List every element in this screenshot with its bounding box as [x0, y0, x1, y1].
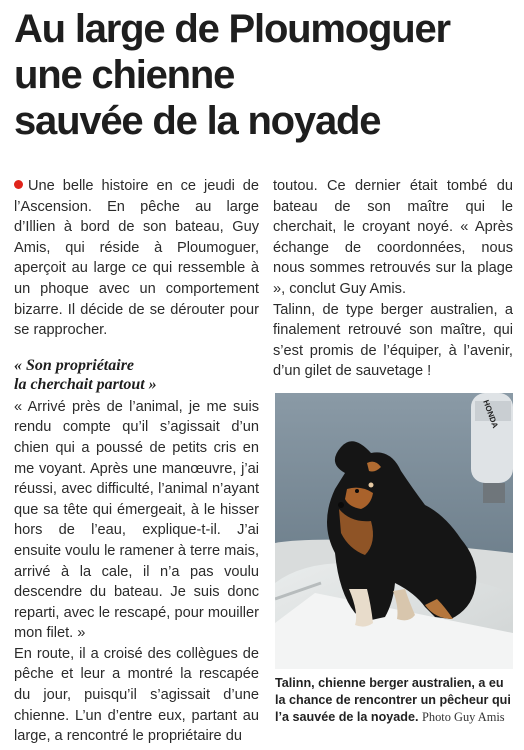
dog-on-boat-illustration — [275, 393, 513, 669]
subheading-line-1: « Son propriétaire — [14, 356, 135, 374]
intro-paragraph — [14, 176, 259, 341]
caption-text: Talinn, chienne berger australien, a eu la chance de rencontrer un pêcheur qui l’a sauvée de la noyade. — [275, 676, 511, 724]
continued-paragraph: toutou. Ce dernier était tombé du bateau de son maître qui le cherchait, le croyant noyé. « Après échange de coordonnées, nous nous sommes retrouvés sur la plage », conclut Guy Amis. — [273, 178, 513, 297]
headline-line-3: sauvée de la noyade — [14, 99, 381, 143]
photo-caption — [275, 675, 515, 726]
article-column-left — [14, 176, 259, 747]
subheading — [14, 356, 259, 394]
engine-brand-label: HONDA — [481, 398, 500, 430]
route-paragraph: En route, il a croisé des collègues de pêche et leur a montré la rescapée du jour, puisqu’il s’agissait d’une chienne. L’un d’entre eux, partant au large, a rencontré le propriétaire du — [14, 645, 259, 745]
article-column-right — [273, 176, 513, 382]
quote-paragraph: « Arrivé près de l’animal, je me suis rendu compte qu’il s’agissait d’un chien qui a poussé de petits cris en me voyant. Après une manœuvre, j’ai réussi, avec difficulté, l’animal n’ayant que sa tête qui émergeait, à le hisser hors de l’eau, explique-t-il. J’ai ensuite voulu le ramener à terre mais, arrivé à la cale, il n’a pas voulu descendre du bateau. Je suis donc reparti, avec le rescapé, pour mouiller mon filet. » — [14, 398, 259, 642]
subheading-line-2: la cherchait partout » — [14, 375, 157, 393]
photo-credit: Photo Guy Amis — [422, 710, 505, 724]
intro-text: Une belle histoire en ce jeudi de l’Ascension. En pêche au large d’Illien à bord de son bateau, Guy Amis, qui réside à Ploumoguer, aperçoit au large ce qui ressemble à un phoque avec un comportement bizarre. Il décide de se dérouter pour se rapprocher. — [14, 178, 259, 339]
headline-line-1: Au large de Ploumoguer — [14, 7, 450, 51]
headline — [14, 6, 514, 144]
headline-line-2: une chienne — [14, 53, 235, 97]
dog-photo — [275, 393, 513, 669]
red-bullet-icon — [14, 180, 23, 189]
closing-paragraph: Talinn, de type berger australien, a finalement retrouvé son maître, qui s’est promis de l’équiper, à l’avenir, d’un gilet de sauvetage ! — [273, 301, 513, 380]
